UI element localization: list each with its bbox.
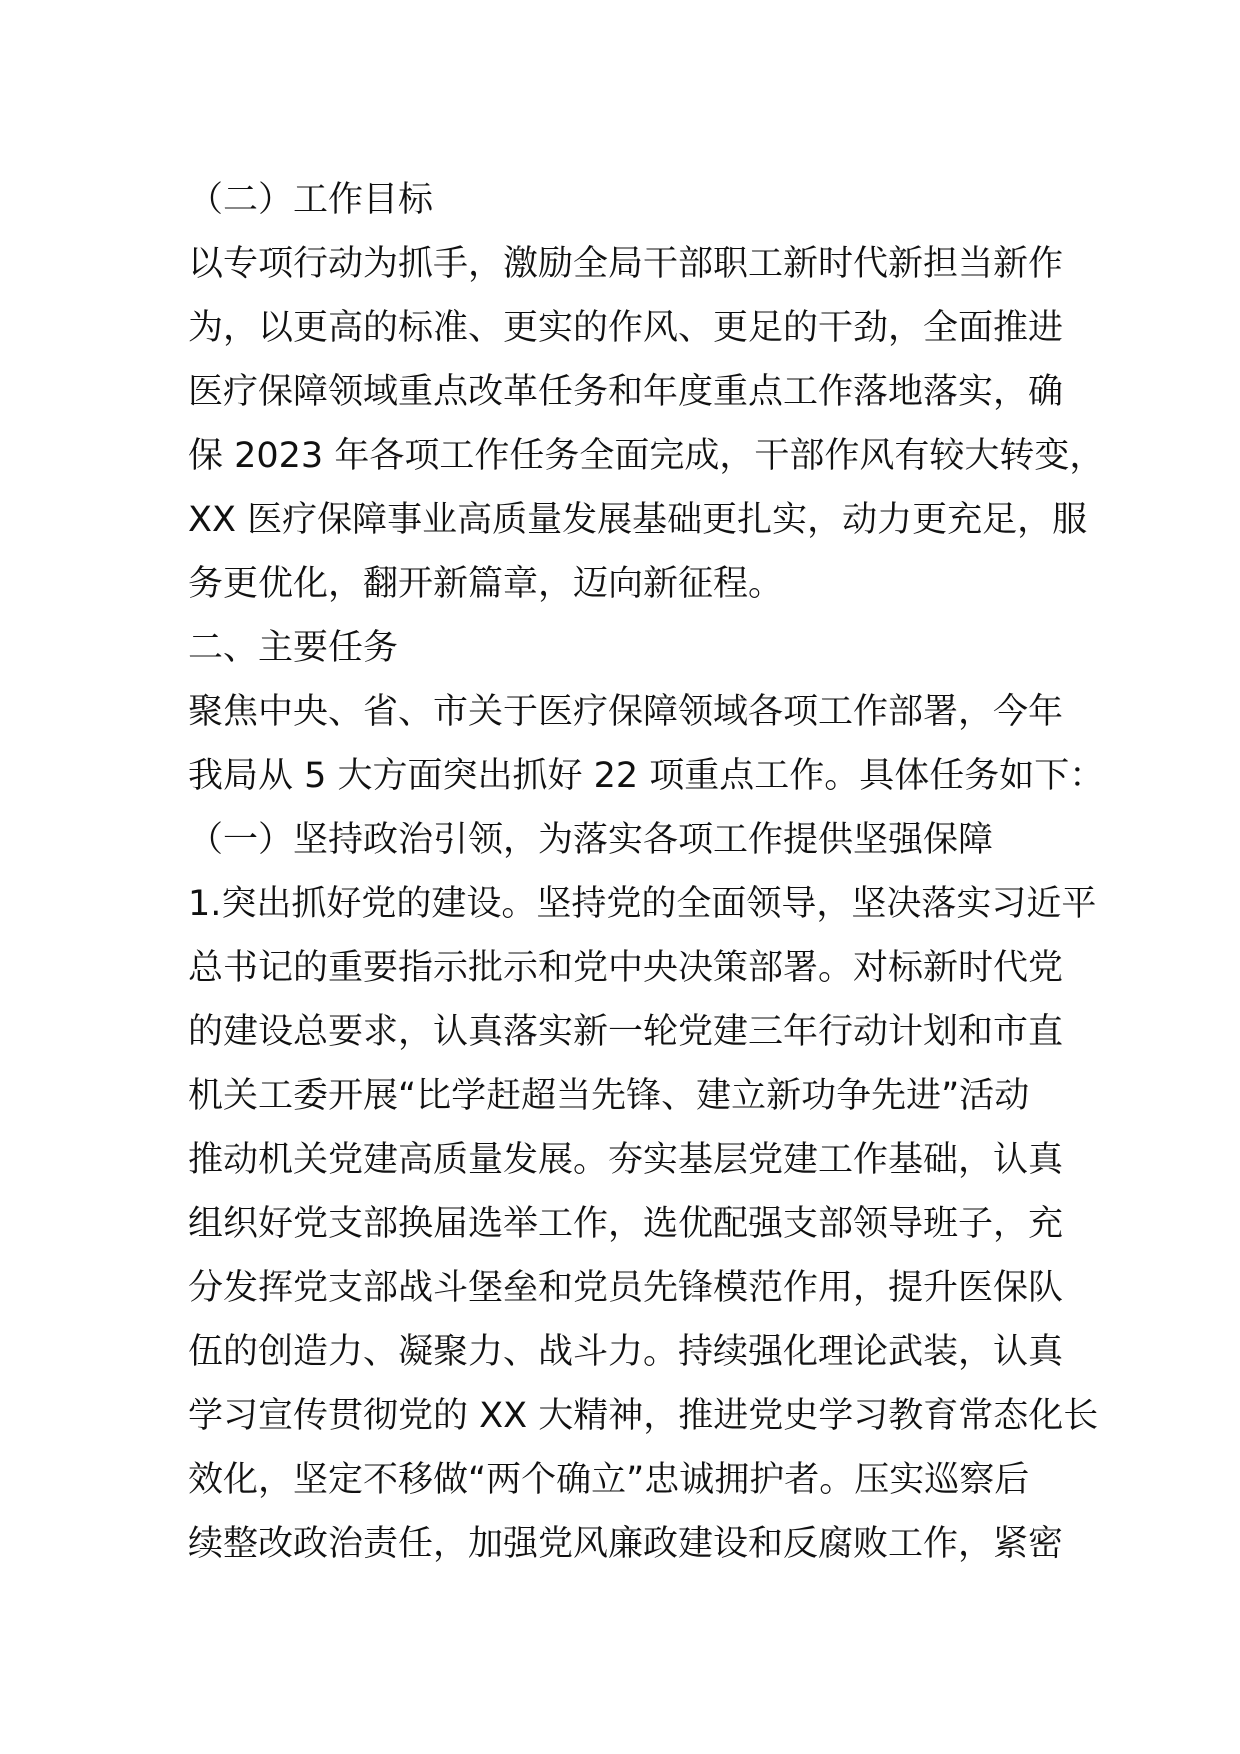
paragraph-line: 续整改政治责任，加强党风廉政建设和反腐败工作，紧密 bbox=[188, 1524, 1064, 1564]
paragraph-line: 效化，坚定不移做“两个确立”忠诚拥护者。压实巡察后 bbox=[188, 1460, 1030, 1500]
paragraph-line: 务更优化，翻开新篇章，迈向新征程。 bbox=[188, 564, 784, 604]
paragraph-line: 我局从 5 大方面突出抓好 22 项重点工作。具体任务如下： bbox=[188, 756, 1105, 796]
paragraph-line: 保 2023 年各项工作任务全面完成，干部作风有较大转变， bbox=[188, 436, 1105, 476]
section-heading-main-tasks: 二、主要任务 bbox=[188, 628, 399, 668]
paragraph-line: 伍的创造力、凝聚力、战斗力。持续强化理论武装，认真 bbox=[188, 1332, 1064, 1372]
paragraph-line: XX 医疗保障事业高质量发展基础更扎实，动力更充足，服 bbox=[188, 500, 1088, 540]
paragraph-line: 推动机关党建高质量发展。夯实基层党建工作基础，认真 bbox=[188, 1140, 1064, 1180]
paragraph-line: 1.突出抓好党的建设。坚持党的全面领导，坚决落实习近平 bbox=[188, 884, 1097, 924]
paragraph-line: 学习宣传贯彻党的 XX 大精神，推进党史学习教育常态化长 bbox=[188, 1396, 1099, 1436]
section-heading-work-goals: （二）工作目标 bbox=[188, 180, 434, 220]
paragraph-line: 分发挥党支部战斗堡垒和党员先锋模范作用，提升医保队 bbox=[188, 1268, 1064, 1308]
paragraph-line: 机关工委开展“比学赶超当先锋、建立新功争先进”活动 bbox=[188, 1076, 1030, 1116]
paragraph-line: 总书记的重要指示批示和党中央决策部署。对标新时代党 bbox=[188, 948, 1064, 988]
paragraph-line: 的建设总要求，认真落实新一轮党建三年行动计划和市直 bbox=[188, 1012, 1064, 1052]
paragraph-line: 聚焦中央、省、市关于医疗保障领域各项工作部署，今年 bbox=[188, 692, 1064, 732]
paragraph-line: 医疗保障领域重点改革任务和年度重点工作落地落实，确 bbox=[188, 372, 1064, 412]
paragraph-line: 组织好党支部换届选举工作，选优配强支部领导班子，充 bbox=[188, 1204, 1064, 1244]
paragraph-line: 为，以更高的标准、更实的作风、更足的干劲，全面推进 bbox=[188, 308, 1064, 348]
paragraph-line: 以专项行动为抓手，激励全局干部职工新时代新担当新作 bbox=[188, 244, 1064, 284]
subsection-heading-political-leadership: （一）坚持政治引领，为落实各项工作提供坚强保障 bbox=[188, 820, 994, 860]
